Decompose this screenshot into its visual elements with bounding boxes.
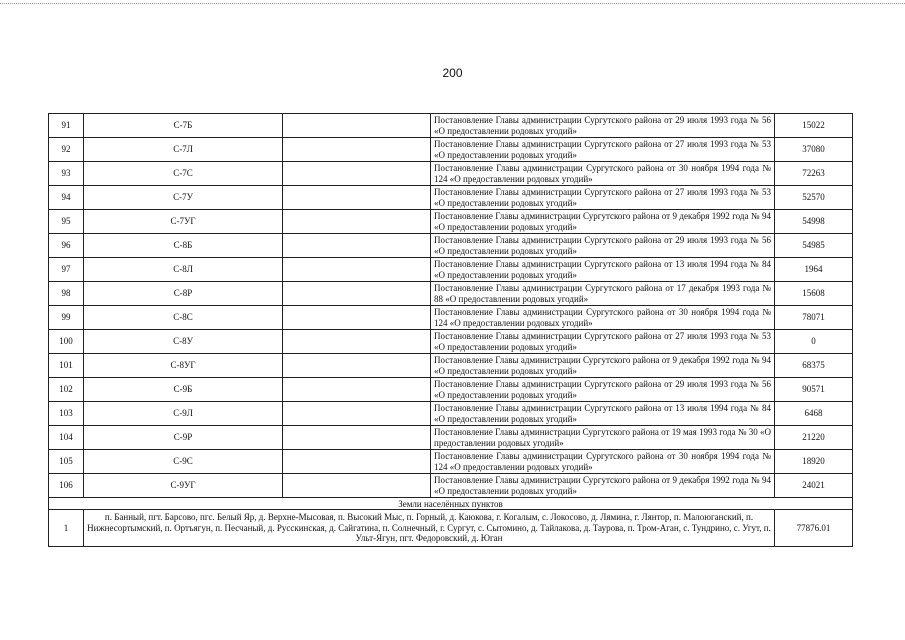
resolution-cell: Постановление Главы администрации Сургутского района от 13 июля 1994 года № 84 «О предоставлении родовых угодий» (431, 258, 775, 282)
resolution-cell: Постановление Главы администрации Сургутского района от 27 июля 1993 года № 53 «О предоставлении родовых угодий» (431, 138, 775, 162)
area-value-cell: 72263 (775, 162, 853, 186)
resolution-cell: Постановление Главы администрации Сургутского района от 30 ноября 1994 года № 124 «О предоставлении родовых угодий» (431, 162, 775, 186)
plot-code-cell: С-8Р (84, 282, 283, 306)
empty-cell (283, 138, 431, 162)
land-table-body (49, 114, 853, 547)
area-value-cell: 78071 (775, 306, 853, 330)
area-value-cell: 24021 (775, 474, 853, 498)
table-row (49, 402, 853, 426)
empty-cell (283, 210, 431, 234)
row-number-cell: 92 (49, 138, 84, 162)
plot-code-cell: С-7Б (84, 114, 283, 138)
row-number-cell: 1 (49, 510, 84, 547)
page-number: 200 (442, 66, 463, 80)
plot-code-cell: С-8Б (84, 234, 283, 258)
table-row (49, 450, 853, 474)
plot-code-cell: С-8УГ (84, 354, 283, 378)
resolution-cell: Постановление Главы администрации Сургутского района от 27 июля 1993 года № 53 «О предоставлении родовых угодий» (431, 330, 775, 354)
resolution-cell: Постановление Главы администрации Сургутского района от 27 июля 1993 года № 53 «О предоставлении родовых угодий» (431, 186, 775, 210)
plot-code-cell: С-8У (84, 330, 283, 354)
empty-cell (283, 426, 431, 450)
plot-code-cell: С-8С (84, 306, 283, 330)
row-number-cell: 105 (49, 450, 84, 474)
row-number-cell: 106 (49, 474, 84, 498)
empty-cell (283, 474, 431, 498)
resolution-cell: Постановление Главы администрации Сургутского района от 29 июля 1993 года № 56 «О предоставлении родовых угодий» (431, 114, 775, 138)
area-value-cell: 15608 (775, 282, 853, 306)
resolution-cell: Постановление Главы администрации Сургутского района от 9 декабря 1992 года № 94 «О предоставлении родовых угодий» (431, 210, 775, 234)
empty-cell (283, 354, 431, 378)
section-title: Земли населённых пунктов (49, 498, 853, 510)
area-value-cell: 54998 (775, 210, 853, 234)
plot-code-cell: С-9Б (84, 378, 283, 402)
empty-cell (283, 282, 431, 306)
settlement-row (49, 510, 853, 547)
area-value-cell: 77876.01 (775, 510, 853, 547)
plot-code-cell: С-9С (84, 450, 283, 474)
area-value-cell: 0 (775, 330, 853, 354)
resolution-cell: Постановление Главы администрации Сургутского района от 30 ноября 1994 года № 124 «О предоставлении родовых угодий» (431, 306, 775, 330)
empty-cell (283, 234, 431, 258)
table-row (49, 210, 853, 234)
empty-cell (283, 378, 431, 402)
table-row (49, 306, 853, 330)
area-value-cell: 68375 (775, 354, 853, 378)
row-number-cell: 102 (49, 378, 84, 402)
plot-code-cell: С-7С (84, 162, 283, 186)
row-number-cell: 96 (49, 234, 84, 258)
resolution-cell: Постановление Главы администрации Сургутского района от 13 июля 1994 года № 84 «О предоставлении родовых угодий» (431, 402, 775, 426)
resolution-cell: Постановление Главы администрации Сургутского района от 9 декабря 1992 года № 94 «О предоставлении родовых угодий» (431, 474, 775, 498)
table-row (49, 426, 853, 450)
resolution-cell: Постановление Главы администрации Сургутского района от 17 декабря 1993 года № 88 «О предоставлении родовых угодий» (431, 282, 775, 306)
row-number-cell: 99 (49, 306, 84, 330)
row-number-cell: 93 (49, 162, 84, 186)
row-number-cell: 100 (49, 330, 84, 354)
plot-code-cell: С-9Л (84, 402, 283, 426)
area-value-cell: 15022 (775, 114, 853, 138)
table-row (49, 474, 853, 498)
row-number-cell: 95 (49, 210, 84, 234)
area-value-cell: 21220 (775, 426, 853, 450)
empty-cell (283, 114, 431, 138)
resolution-cell: Постановление Главы администрации Сургутского района от 29 июля 1993 года № 56 «О предоставлении родовых угодий» (431, 378, 775, 402)
empty-cell (283, 450, 431, 474)
table-row (49, 114, 853, 138)
table-row (49, 186, 853, 210)
row-number-cell: 104 (49, 426, 84, 450)
area-value-cell: 52570 (775, 186, 853, 210)
table-row (49, 378, 853, 402)
resolution-cell: Постановление Главы администрации Сургутского района от 9 декабря 1992 года № 94 «О предоставлении родовых угодий» (431, 354, 775, 378)
row-number-cell: 97 (49, 258, 84, 282)
empty-cell (283, 330, 431, 354)
scan-top-edge (0, 3, 905, 4)
land-table (48, 113, 853, 547)
row-number-cell: 98 (49, 282, 84, 306)
area-value-cell: 18920 (775, 450, 853, 474)
empty-cell (283, 402, 431, 426)
table-row (49, 282, 853, 306)
resolution-cell: Постановление Главы администрации Сургутского района от 19 мая 1993 года № 30 «О предоставлении родовых угодий» (431, 426, 775, 450)
row-number-cell: 101 (49, 354, 84, 378)
row-number-cell: 103 (49, 402, 84, 426)
area-value-cell: 37080 (775, 138, 853, 162)
area-value-cell: 1964 (775, 258, 853, 282)
row-number-cell: 94 (49, 186, 84, 210)
resolution-cell: Постановление Главы администрации Сургутского района от 29 июля 1993 года № 56 «О предоставлении родовых угодий» (431, 234, 775, 258)
empty-cell (283, 306, 431, 330)
empty-cell (283, 258, 431, 282)
plot-code-cell: С-8Л (84, 258, 283, 282)
settlements-list-cell: п. Банный, пгт. Барсово, пгс. Белый Яр, д. Верхне-Мысовая, п. Высокий Мыс, п. Горный, д. Каюкова, г. Когалым, с. Локосово, д. Лямина, г. Лянтор, п. Малоюганский, п. Нижнесортымский, п. Ортъягун, п. Песчаный, д. Русскинская, д. Сайгатина, п. Солнечный, г. Сургут, с. Сытомино, д. Тайлакова, д. Таурова, п. Тром-Аган, с. Тундрино, с. Угут, п. Ульт-Ягун, пгт. Федоровский, д. Юган (84, 510, 775, 547)
table-row (49, 162, 853, 186)
plot-code-cell: С-7УГ (84, 210, 283, 234)
resolution-cell: Постановление Главы администрации Сургутского района от 30 ноября 1994 года № 124 «О предоставлении родовых угодий» (431, 450, 775, 474)
area-value-cell: 90571 (775, 378, 853, 402)
table-row (49, 354, 853, 378)
empty-cell (283, 186, 431, 210)
area-value-cell: 54985 (775, 234, 853, 258)
plot-code-cell: С-9УГ (84, 474, 283, 498)
empty-cell (283, 162, 431, 186)
row-number-cell: 91 (49, 114, 84, 138)
plot-code-cell: С-7У (84, 186, 283, 210)
plot-code-cell: С-9Р (84, 426, 283, 450)
table-row (49, 138, 853, 162)
table-row (49, 234, 853, 258)
table-row (49, 330, 853, 354)
section-header-row (49, 498, 853, 510)
table-row (49, 258, 853, 282)
plot-code-cell: С-7Л (84, 138, 283, 162)
area-value-cell: 6468 (775, 402, 853, 426)
